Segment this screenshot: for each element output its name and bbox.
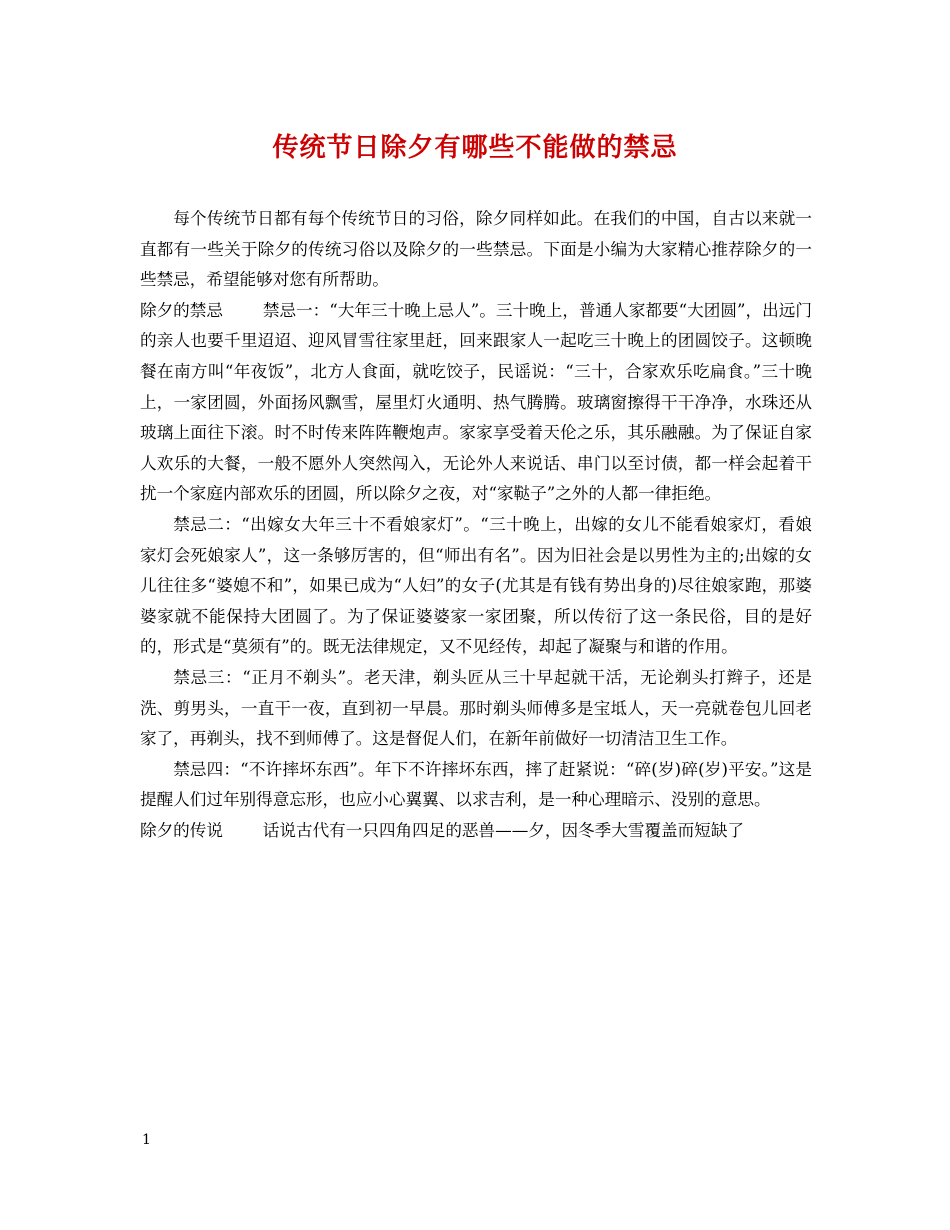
paragraph-text: 禁忌二：“出嫁女大年三十不看娘家灯”。“三十晚上，出嫁的女儿不能看娘家灯，看娘家灯会死娘家人”，这一条够厉害的，但“师出有名”。因为旧社会是以男性为主的;出嫁的女儿往往多“婆媳不和”，如果已成为“人妇”的女子(尤其是有钱有势出身的)尽往娘家跑，那婆婆家就不能保持大团圆了。为了保证婆婆家一家团聚，所以传衍了这一条民俗，目的是好的，形式是“莫须有”的。既无法律规定，又不见经传，却起了凝聚与和谐的作用。 bbox=[140, 514, 812, 657]
taboo-one-paragraph bbox=[140, 296, 812, 510]
taboo-three-paragraph bbox=[140, 663, 812, 755]
page-number: 1 bbox=[142, 1132, 151, 1148]
document-body bbox=[140, 204, 812, 846]
document-title: 传统节日除夕有哪些不能做的禁忌 bbox=[272, 133, 678, 163]
section-label-legend: 除夕的传说 bbox=[140, 820, 223, 840]
section-label-taboos: 除夕的禁忌 bbox=[140, 300, 223, 320]
taboo-two-paragraph bbox=[140, 510, 812, 663]
paragraph-text: 禁忌一：“大年三十晚上忌人”。三十晚上，普通人家都要“大团圆”，出远门的亲人也要千里迢迢、迎风冒雪往家里赶，回来跟家人一起吃三十晚上的团圆饺子。这顿晚餐在南方叫“年夜饭”，北方人食面，就吃饺子，民谣说：“三十，合家欢乐吃扁食。”三十晚上，一家团圆，外面扬风飘雪，屋里灯火通明、热气腾腾。玻璃窗擦得干干净净，水珠还从玻璃上面往下滚。时不时传来阵阵鞭炮声。家家享受着天伦之乐，其乐融融。为了保证自家人欢乐的大餐，一般不愿外人突然闯入，无论外人来说话、串门以至讨债，都一样会起着干扰一个家庭内部欢乐的团圆，所以除夕之夜，对“家鞑子”之外的人都一律拒绝。 bbox=[140, 300, 812, 504]
taboo-four-paragraph bbox=[140, 755, 812, 816]
paragraph-text: 每个传统节日都有每个传统节日的习俗，除夕同样如此。在我们的中国，自古以来就一直都有一些关于除夕的传统习俗以及除夕的一些禁忌。下面是小编为大家精心推荐除夕的一些禁忌，希望能够对您有所帮助。 bbox=[140, 209, 812, 290]
legend-paragraph bbox=[140, 816, 812, 847]
intro-paragraph bbox=[140, 204, 812, 296]
paragraph-text: 禁忌四：“不许摔坏东西”。年下不许摔坏东西，摔了赶紧说：“碎(岁)碎(岁)平安。”这是提醒人们过年别得意忘形，也应小心翼翼、以求吉利，是一种心理暗示、没别的意思。 bbox=[140, 759, 812, 810]
paragraph-text: 话说古代有一只四角四足的恶兽——夕，因冬季大雪覆盖而短缺了 bbox=[262, 820, 745, 840]
paragraph-text: 禁忌三：“正月不剃头”。老天津，剃头匠从三十早起就干活，无论剃头打辫子，还是洗、剪男头，一直干一夜，直到初一早晨。那时剃头师傅多是宝坻人，天一亮就卷包儿回老家了，再剃头，找不到师傅了。这是督促人们，在新年前做好一切清洁卫生工作。 bbox=[140, 667, 812, 749]
